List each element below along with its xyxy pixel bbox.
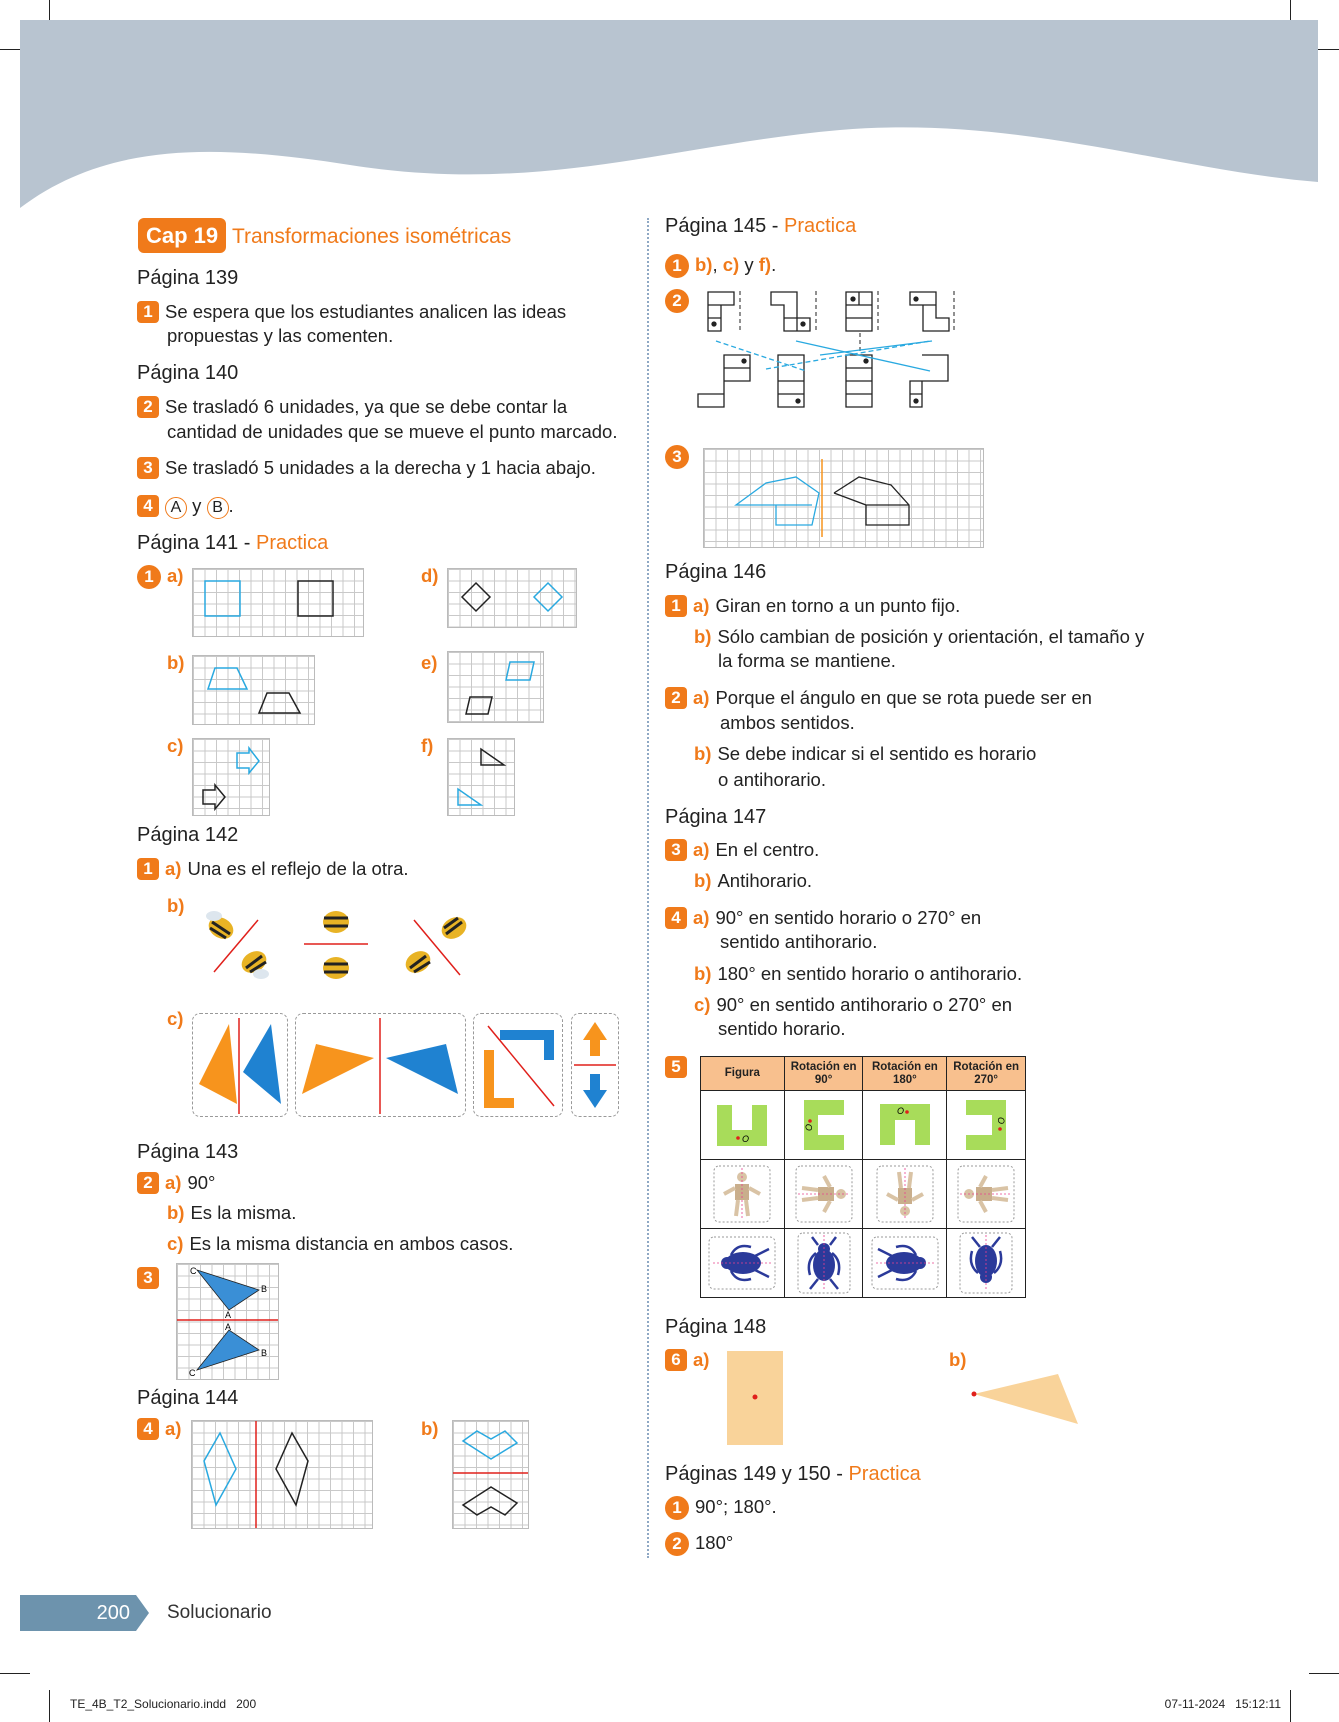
grid-145-3 [703,448,984,548]
chapter-title: Transformaciones isométricas [232,225,512,248]
beetle-rot270 [958,1231,1014,1295]
heading-pagina-140: Página 140 [137,362,239,384]
item-148-6a: 6 a) [665,1347,715,1372]
svg-text:O: O [896,1106,904,1116]
crop-mark [0,49,20,50]
svg-text:C: C [190,1266,197,1276]
item-number: 2 [137,1172,159,1194]
answer-140-4 [137,493,234,519]
answer-text: ambos sentidos. [720,712,855,733]
item-number: 1 [665,254,689,278]
item-number: 2 [665,1532,689,1556]
item-143-3 [137,1265,165,1290]
page-number: 200 [96,1602,130,1624]
item-147-5 [665,1054,693,1079]
reflection-box-2 [295,1013,466,1117]
crop-mark [49,0,50,20]
item-number: 1 [665,1496,689,1520]
answer-text: Se trasladó 6 unidades, ya que se debe contar la [165,396,568,417]
item-number: 4 [137,1418,159,1440]
svg-text:C: C [189,1368,196,1378]
svg-text:B: B [261,1348,268,1358]
item-number: 1 [665,595,687,617]
table-row [701,1091,1026,1160]
u-shape-rot180 [875,1100,935,1150]
period: . [228,495,234,516]
slug-date: 07-11-2024 15:12:11 [1164,1697,1281,1711]
answer-147-3b: b) Antihorario. [694,870,813,891]
header-rot-270: Rotación en 270° [947,1057,1026,1091]
conjunction: y [192,495,202,516]
doll-rot270 [956,1164,1016,1224]
item-number: 4 [137,495,159,517]
label-e: e) [421,652,438,673]
item-145-3 [665,443,695,469]
doll-rot90 [794,1164,854,1224]
crop-mark [49,1690,50,1722]
item-number: 3 [137,457,159,479]
figure-beetle [707,1235,777,1291]
svg-text:O: O [803,1123,814,1131]
answer-text: propuestas y las comenten. [167,325,394,346]
heading-pagina-142: Página 142 [137,824,239,846]
doll-rot180 [875,1164,935,1224]
answer-139-1 [137,299,566,324]
label-b: b) [421,1418,439,1439]
item-number: 3 [665,839,687,861]
footer-section: Solucionario [167,1602,272,1623]
answer-147-3a: 3 a) En el centro. [665,837,819,862]
bee-icon [402,947,435,977]
answer-146-2a: 2 a) Porque el ángulo en que se rota puede ser en [665,685,1092,710]
crop-mark [1290,1690,1291,1722]
u-shape-rot90 [794,1095,854,1155]
beetle-rot180 [870,1235,940,1291]
answer-text: cantidad de unidades que se mueve el punto marcado. [167,421,618,442]
item-number: 2 [137,396,159,418]
svg-text:O: O [742,1134,750,1144]
crop-mark [1318,49,1339,50]
heading-paginas-149-150: Páginas 149 y 150 - Practica [665,1463,921,1485]
heading-pagina-141: Página 141 - Practica [137,532,329,554]
column-divider [647,218,649,1558]
answer-147-4b: b) 180° en sentido horario o antihorario. [694,963,1023,984]
heading-pagina-145: Página 145 - Practica [665,215,857,237]
answer-text: o antihorario. [718,769,826,790]
label-f: f) [421,735,434,756]
u-shape-rot270 [956,1095,1016,1155]
bee-icon [323,957,349,979]
crop-mark [0,1673,30,1674]
answer-149-1: 1 90°; 180°. [665,1494,777,1520]
answer-text: Se espera que los estudiantes analicen las ideas [165,301,567,322]
chapter-badge: Cap 19 [138,218,226,253]
label-c: c) [167,1008,184,1029]
bee-icon [323,911,349,933]
heading-pagina-146: Página 146 [665,561,767,583]
header-wave-band [20,20,1318,210]
heading-pagina-143: Página 143 [137,1141,239,1163]
grid-144-b [452,1420,529,1529]
answer-142-1a: 1 a) Una es el reflejo de la otra. [137,856,409,881]
crop-mark [1309,1673,1339,1674]
grid-144-a [191,1420,373,1529]
answer-146-1b: b) Sólo cambian de posición y orientación, el tamaño y [694,626,1145,647]
crop-mark [1290,0,1291,20]
answer-text: sentido antihorario. [720,931,878,952]
item-number: 5 [665,1056,687,1078]
u-shape-figure [712,1100,772,1150]
answer-149-2: 2 180° [665,1530,733,1556]
table-header-row [701,1057,1026,1091]
item-number: 1 [137,565,161,589]
answer-text: Se trasladó 5 unidades a la derecha y 1 hacia abajo. [165,457,596,478]
heading-pagina-139: Página 139 [137,267,239,289]
answer-text: sentido horario. [718,1018,846,1039]
heading-pagina-148: Página 148 [665,1316,767,1338]
item-number: 4 [665,907,687,929]
svg-text:O: O [996,1117,1007,1125]
option-b-circle: B [207,497,229,519]
grid-141-c [192,738,270,816]
heading-pagina-144: Página 144 [137,1387,239,1409]
reflection-box-3 [473,1013,563,1117]
answer-143-2a: 2 a) 90° [137,1170,215,1195]
grid-141-f [447,738,515,816]
grid-143-3 [176,1263,279,1380]
reflection-box-1 [192,1013,288,1117]
svg-text:B: B [261,1284,268,1294]
grid-141-d [447,568,577,628]
reflection-box-4 [571,1013,619,1117]
grid-141-e [447,651,544,723]
svg-text:A: A [225,1322,232,1332]
answer-145-1: 1 b), c) y f). [665,252,776,278]
item-145-2 [665,287,695,313]
label-d: d) [421,565,439,586]
bees-reflection-figure [196,900,486,990]
item-141-1a: 1 a) [137,563,189,589]
item-number: 2 [665,289,689,313]
answer-140-2 [137,394,567,419]
answer-146-2b: b) Se debe indicar si el sentido es horario [694,743,1037,764]
label-b: b) [167,895,185,916]
item-number: 3 [137,1267,159,1289]
rectangle-rotation-figure [727,1351,783,1445]
bee-icon [238,947,271,979]
item-number: 1 [137,301,159,323]
header-rot-90: Rotación en 90° [784,1057,863,1091]
answer-147-4c: c) 90° en sentido antihorario o 270° en [694,994,1013,1015]
header-rot-180: Rotación en 180° [863,1057,947,1091]
grid-141-b [192,655,315,725]
label-c: c) [167,735,184,756]
item-number: 2 [665,687,687,709]
slug-filename: TE_4B_T2_Solucionario.indd 200 [70,1697,257,1711]
item-number: 6 [665,1349,687,1371]
item-144-4a: 4 a) [137,1416,187,1441]
table-row [701,1229,1026,1298]
bee-icon [205,911,238,943]
answer-146-1a: 1 a) Giran en torno a un punto fijo. [665,593,960,618]
answer-143-2c: c) Es la misma distancia en ambos casos. [167,1233,514,1254]
matching-figures [696,289,958,421]
option-a-circle: A [165,497,187,519]
bee-icon [438,913,471,943]
svg-text:A: A [225,1310,232,1320]
header-figura: Figura [701,1057,785,1091]
label-b: b) [167,652,185,673]
answer-140-3 [137,455,596,480]
item-number: 3 [665,445,689,469]
triangle-rotation-figure [968,1370,1080,1426]
heading-pagina-147: Página 147 [665,806,767,828]
beetle-rot90 [796,1231,852,1295]
item-number: 1 [137,858,159,880]
answer-147-4a: 4 a) 90° en sentido horario o 270° en [665,905,981,930]
answer-143-2b: b) Es la misma. [167,1202,297,1223]
rotation-table [700,1056,1026,1298]
grid-141-a [192,568,364,637]
figure-doll [712,1164,772,1224]
answer-text: la forma se mantiene. [718,650,896,671]
label-b: b) [949,1349,967,1370]
table-row [701,1160,1026,1229]
